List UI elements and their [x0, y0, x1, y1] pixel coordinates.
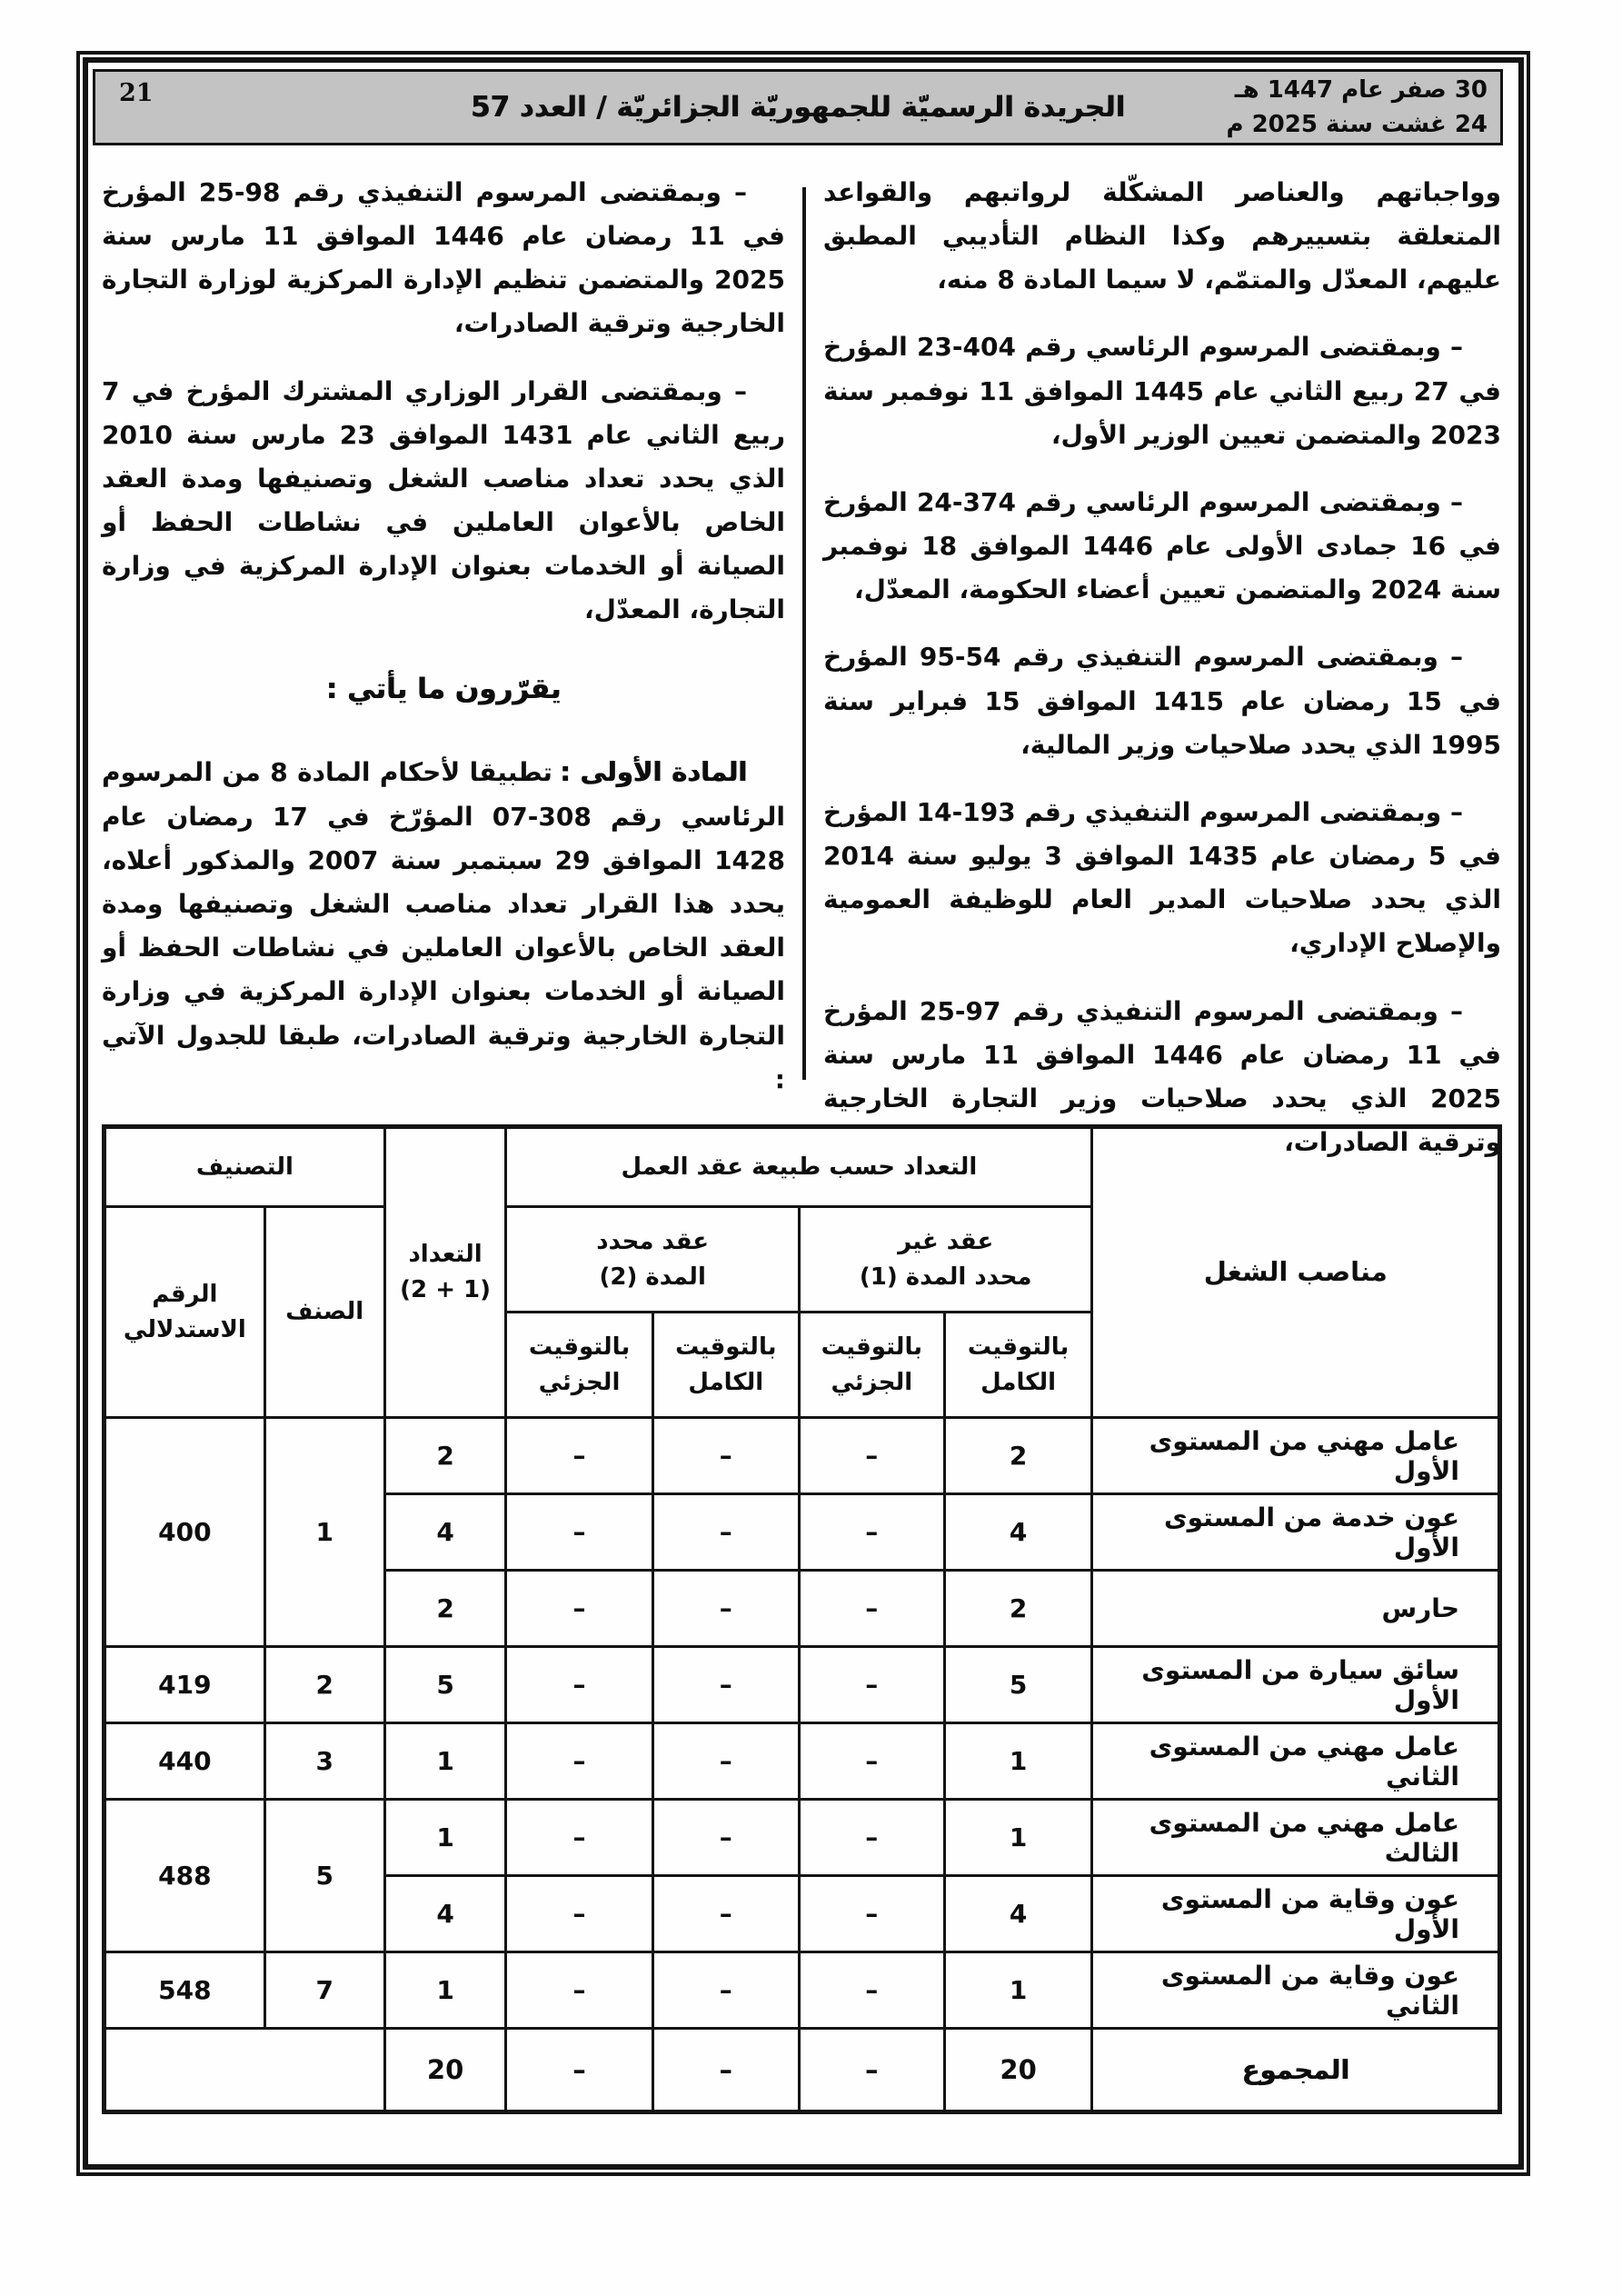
job-title-cell: عون وقاية من المستوى الثاني — [1092, 1952, 1500, 2029]
count-cell: – — [652, 1723, 799, 1800]
job-title-cell: عون وقاية من المستوى الأول — [1092, 1876, 1500, 1952]
count-cell: – — [506, 1952, 652, 2029]
masthead-band — [93, 69, 1503, 145]
total-count-cell: – — [799, 2029, 944, 2112]
date-hijri: 30 صفر عام 1447 هـ — [1234, 76, 1488, 104]
count-cell: – — [506, 1418, 652, 1494]
index-cell: 488 — [104, 1800, 265, 1952]
article-1-text: تطبيقا لأحكام المادة 8 من المرسوم الرئاسي رقم 308-07 المؤرّخ في 17 رمضان عام 1428 الموافق 29 سبتمبر سنة 2007 والمذكور أعلاه، يحدد هذا القرار تعداد مناصب الشغل وتصنيفها ومدة العقد الخاص بالأعوان العاملين في نشاطات الحفظ أو الصيانة أو الخدمات بعنوان الإدارة المركزية في وزارة التجارة الخارجية وترقية الصادرات، طبقا للجدول الآتي : — [102, 756, 785, 1094]
table-row — [104, 1418, 1500, 1494]
count-cell: – — [799, 1723, 944, 1800]
header-index-number: الرقم الاستدلالي — [104, 1207, 265, 1418]
staffing-table — [102, 1124, 1502, 2114]
staffing-table-wrap — [102, 1124, 1502, 2114]
header-open-part-time: بالتوقيت الجزئي — [799, 1313, 944, 1418]
total-cell: 2 — [384, 1418, 506, 1494]
header-open-contract: عقد غير محدد المدة (1) — [799, 1207, 1092, 1313]
paragraph: – وبمقتضى المرسوم التنفيذي رقم 97-25 المؤرخ في 11 رمضان عام 1446 الموافق 11 مارس سنة 2025 الذي يحدد صلاحيات وزير التجارة الخارجية وترقية الصادرات، — [823, 995, 1501, 1157]
total-cell: 4 — [384, 1494, 506, 1571]
table-total-row — [104, 2029, 1500, 2112]
header-open-full-time: بالتوقيت الكامل — [944, 1313, 1092, 1418]
category-cell: 5 — [264, 1800, 384, 1952]
count-cell: – — [799, 1800, 944, 1876]
header-jobs: مناصب الشغل — [1092, 1127, 1500, 1418]
count-cell: – — [652, 1571, 799, 1647]
count-cell: – — [506, 1571, 652, 1647]
column-left — [102, 171, 785, 1125]
header-count-by-contract: التعداد حسب طبيعة عقد العمل — [506, 1127, 1092, 1207]
category-cell: 3 — [264, 1723, 384, 1800]
count-cell: 5 — [944, 1647, 1092, 1723]
paragraph: – وبمقتضى المرسوم التنفيذي رقم 98-25 المؤرخ في 11 رمضان عام 1446 الموافق 11 مارس سنة 2025 والمتضمن تنظيم الإدارة المركزية لوزارة التجارة الخارجية وترقية الصادرات، — [102, 177, 785, 339]
category-cell: 1 — [264, 1418, 384, 1647]
paragraph: وواجباتهم والعناصر المشكّلة لرواتبهم والقواعد المتعلقة بتسييرهم وكذا النظام التأديبي المطبق عليهم، المعدّل والمتمّم، لا سيما المادة 8 منه، — [823, 177, 1501, 295]
table-row — [104, 1647, 1500, 1723]
empty-cell — [104, 2029, 385, 2112]
total-count-cell: 20 — [944, 2029, 1092, 2112]
gazette-title: الجريدة الرسميّة للجمهوريّة الجزائريّة / العدد 57 — [470, 91, 1126, 124]
count-cell: – — [799, 1418, 944, 1494]
count-cell: – — [652, 1647, 799, 1723]
count-cell: – — [799, 1952, 944, 2029]
count-cell: – — [652, 1418, 799, 1494]
count-cell: – — [506, 1800, 652, 1876]
table-row — [104, 1952, 1500, 2029]
total-cell: 2 — [384, 1571, 506, 1647]
count-cell: 4 — [944, 1494, 1092, 1571]
article-1-label: المادة الأولى : — [559, 755, 747, 787]
paragraph: – وبمقتضى المرسوم الرئاسي رقم 404-23 المؤرخ في 27 ربيع الثاني عام 1445 الموافق 11 نوفمبر سنة 2023 والمتضمن تعيين الوزير الأول، — [823, 332, 1501, 450]
count-cell: 1 — [944, 1952, 1092, 2029]
index-cell: 548 — [104, 1952, 265, 2029]
header-fixed-full-time: بالتوقيت الكامل — [652, 1313, 799, 1418]
count-cell: – — [506, 1876, 652, 1952]
paragraph: – وبمقتضى المرسوم الرئاسي رقم 374-24 المؤرخ في 16 جمادى الأولى عام 1446 الموافق 18 نوفمبر سنة 2024 والمتضمن تعيين أعضاء الحكومة، المعدّل، — [823, 486, 1501, 605]
count-cell: – — [799, 1571, 944, 1647]
count-cell: 1 — [944, 1723, 1092, 1800]
total-cell: 1 — [384, 1723, 506, 1800]
total-cell: 1 — [384, 1952, 506, 2029]
job-title-cell: عون خدمة من المستوى الأول — [1092, 1494, 1500, 1571]
total-cell: 5 — [384, 1647, 506, 1723]
count-cell: 1 — [944, 1800, 1092, 1876]
column-right — [823, 171, 1501, 1188]
page-number: 21 — [119, 79, 154, 107]
count-cell: – — [652, 1800, 799, 1876]
article-1 — [102, 750, 785, 1102]
total-cell: 1 — [384, 1800, 506, 1876]
column-divider — [802, 187, 806, 1080]
count-cell: – — [652, 1952, 799, 2029]
count-cell: 4 — [944, 1876, 1092, 1952]
decision-heading: يقرّرون ما يأتي : — [325, 672, 562, 705]
total-cell: 4 — [384, 1876, 506, 1952]
category-cell: 2 — [264, 1647, 384, 1723]
count-cell: – — [652, 1876, 799, 1952]
total-sum-cell: 20 — [384, 2029, 506, 2112]
count-cell: 2 — [944, 1571, 1092, 1647]
job-title-cell: عامل مهني من المستوى الثالث — [1092, 1800, 1500, 1876]
count-cell: – — [652, 1494, 799, 1571]
paragraph: – وبمقتضى المرسوم التنفيذي رقم 54-95 المؤرخ في 15 رمضان عام 1415 الموافق 15 فبراير سنة 1995 الذي يحدد صلاحيات وزير المالية، — [823, 642, 1501, 760]
job-title-cell: عامل مهني من المستوى الثاني — [1092, 1723, 1500, 1800]
count-cell: – — [506, 1647, 652, 1723]
job-title-cell: حارس — [1092, 1571, 1500, 1647]
count-cell: – — [799, 1494, 944, 1571]
header-fixed-part-time: بالتوقيت الجزئي — [506, 1313, 652, 1418]
count-cell: – — [799, 1876, 944, 1952]
header-fixed-contract: عقد محدد المدة (2) — [506, 1207, 800, 1313]
index-cell: 419 — [104, 1647, 265, 1723]
table-row — [104, 1723, 1500, 1800]
index-cell: 440 — [104, 1723, 265, 1800]
category-cell: 7 — [264, 1952, 384, 2029]
paragraph: – وبمقتضى القرار الوزاري المشترك المؤرخ في 7 ربيع الثاني عام 1431 الموافق 23 مارس سنة 2010 الذي يحدد تعداد مناصب الشغل وتصنيفها ومدة العقد الخاص بالأعوان العاملين في نشاطات الحفظ أو الصيانة أو الخدمات بعنوان الإدارة المركزية في وزارة التجارة، المعدّل، — [102, 375, 785, 625]
count-cell: – — [506, 1723, 652, 1800]
total-count-cell: – — [652, 2029, 799, 2112]
header-total: التعداد (2 + 1) — [384, 1127, 506, 1418]
issue-dates — [1226, 74, 1488, 142]
header-classification: التصنيف — [104, 1127, 385, 1207]
paragraph: – وبمقتضى المرسوم التنفيذي رقم 193-14 المؤرخ في 5 رمضان عام 1435 الموافق 3 يوليو سنة 2014 الذي يحدد صلاحيات المدير العام للوظيفة العمومية والإصلاح الإداري، — [823, 796, 1501, 959]
table-row — [104, 1800, 1500, 1876]
job-title-cell: عامل مهني من المستوى الأول — [1092, 1418, 1500, 1494]
count-cell: – — [506, 1494, 652, 1571]
job-title-cell: سائق سيارة من المستوى الأول — [1092, 1647, 1500, 1723]
count-cell: – — [799, 1647, 944, 1723]
total-count-cell: – — [506, 2029, 652, 2112]
date-gregorian: 24 غشت سنة 2025 م — [1226, 110, 1488, 138]
count-cell: 2 — [944, 1418, 1092, 1494]
total-label-cell: المجموع — [1092, 2029, 1500, 2112]
header-category: الصنف — [264, 1207, 384, 1418]
index-cell: 400 — [104, 1418, 265, 1647]
